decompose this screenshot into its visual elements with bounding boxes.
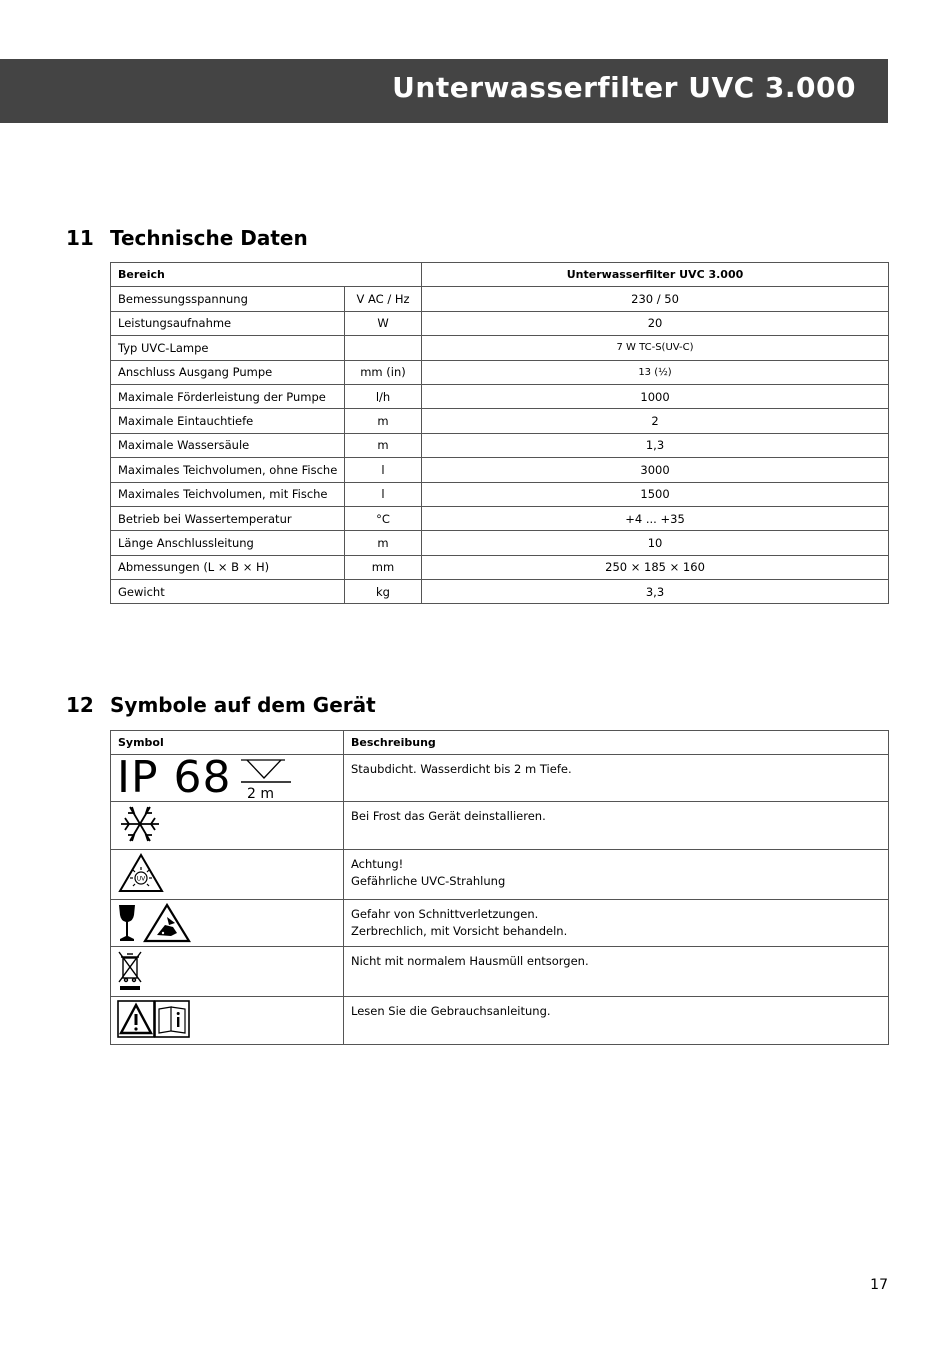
frost-snowflake-icon bbox=[117, 804, 163, 844]
row-unit: l bbox=[345, 458, 422, 482]
row-label: Bemessungsspannung bbox=[111, 287, 345, 311]
column-header-value: Unterwasserfilter UVC 3.000 bbox=[422, 263, 889, 287]
section-number: 11 bbox=[66, 226, 94, 250]
row-label: Maximale Förderleistung der Pumpe bbox=[111, 384, 345, 408]
table-header-row bbox=[111, 263, 889, 287]
column-header-symbol: Symbol bbox=[111, 731, 344, 755]
description-line: Zerbrechlich, mit Vorsicht behandeln. bbox=[351, 924, 568, 938]
weee-crossed-bin-icon bbox=[117, 949, 143, 991]
row-label: Abmessungen (L × B × H) bbox=[111, 555, 345, 579]
row-unit bbox=[345, 336, 422, 360]
row-unit: W bbox=[345, 311, 422, 335]
description-line: Lesen Sie die Gebrauchsanleitung. bbox=[351, 1003, 551, 1018]
symbol-cell bbox=[111, 900, 344, 947]
row-value: 3,3 bbox=[422, 580, 889, 604]
row-label: Maximales Teichvolumen, mit Fische bbox=[111, 482, 345, 506]
description-cell bbox=[344, 900, 889, 947]
row-unit: m bbox=[345, 531, 422, 555]
table-row bbox=[111, 287, 889, 311]
table-row bbox=[111, 555, 889, 579]
row-label: Maximale Wassersäule bbox=[111, 433, 345, 457]
row-value: 230 / 50 bbox=[422, 287, 889, 311]
row-unit: °C bbox=[345, 506, 422, 530]
row-value: 1000 bbox=[422, 384, 889, 408]
row-label: Betrieb bei Wassertemperatur bbox=[111, 506, 345, 530]
uv-warning-icon bbox=[117, 852, 165, 894]
row-value: 1,3 bbox=[422, 433, 889, 457]
description-cell bbox=[344, 996, 889, 1044]
column-header-description: Beschreibung bbox=[344, 731, 889, 755]
table-row bbox=[111, 996, 889, 1044]
row-value: 250 × 185 × 160 bbox=[422, 555, 889, 579]
section-heading-technical-data bbox=[66, 226, 308, 250]
row-label: Länge Anschlussleitung bbox=[111, 531, 345, 555]
depth-marker-icon bbox=[239, 756, 299, 800]
technical-data-table bbox=[110, 262, 889, 604]
symbol-cell bbox=[111, 755, 344, 802]
row-label: Leistungsaufnahme bbox=[111, 311, 345, 335]
depth-label: 2 m bbox=[247, 786, 275, 800]
row-value: 2 bbox=[422, 409, 889, 433]
row-value: 1500 bbox=[422, 482, 889, 506]
row-label: Typ UVC-Lampe bbox=[111, 336, 345, 360]
row-unit: mm bbox=[345, 555, 422, 579]
table-row bbox=[111, 433, 889, 457]
description-line: Nicht mit normalem Hausmüll entsorgen. bbox=[351, 953, 589, 968]
row-label: Gewicht bbox=[111, 580, 345, 604]
row-unit: l bbox=[345, 482, 422, 506]
row-value: 10 bbox=[422, 531, 889, 555]
table-row bbox=[111, 531, 889, 555]
table-row bbox=[111, 458, 889, 482]
header-bar bbox=[0, 59, 888, 123]
table-row bbox=[111, 482, 889, 506]
row-unit: V AC / Hz bbox=[345, 287, 422, 311]
row-value: 13 (½) bbox=[422, 360, 889, 384]
table-header-row bbox=[111, 731, 889, 755]
table-row bbox=[111, 360, 889, 384]
row-unit: mm (in) bbox=[345, 360, 422, 384]
table-row bbox=[111, 580, 889, 604]
row-label: Maximales Teichvolumen, ohne Fische bbox=[111, 458, 345, 482]
table-row bbox=[111, 336, 889, 360]
description-cell bbox=[344, 946, 889, 996]
symbol-cell bbox=[111, 996, 344, 1044]
cut-hazard-icon bbox=[143, 903, 191, 943]
row-value: 7 W TC-S(UV-C) bbox=[422, 336, 889, 360]
row-unit: l/h bbox=[345, 384, 422, 408]
table-row bbox=[111, 409, 889, 433]
ip-rating-text: IP 68 bbox=[117, 754, 232, 802]
description-cell bbox=[344, 802, 889, 850]
section-heading-symbols bbox=[66, 693, 376, 717]
description-line: Staubdicht. Wasserdicht bis 2 m Tiefe. bbox=[351, 762, 572, 776]
row-unit: kg bbox=[345, 580, 422, 604]
description-line: Achtung! bbox=[351, 857, 404, 871]
row-label: Anschluss Ausgang Pumpe bbox=[111, 360, 345, 384]
read-manual-icon bbox=[117, 999, 191, 1039]
table-row bbox=[111, 755, 889, 802]
description-line: Gefährliche UVC-Strahlung bbox=[351, 874, 506, 888]
section-number: 12 bbox=[66, 693, 94, 717]
table-row bbox=[111, 506, 889, 530]
section-title: Symbole auf dem Gerät bbox=[110, 693, 376, 717]
section-title: Technische Daten bbox=[110, 226, 308, 250]
row-value: +4 ... +35 bbox=[422, 506, 889, 530]
table-row bbox=[111, 900, 889, 947]
fragile-cut-warning-icon bbox=[117, 903, 337, 943]
symbol-cell bbox=[111, 802, 344, 850]
description-line: Gefahr von Schnittverletzungen. bbox=[351, 907, 539, 921]
description-line: Bei Frost das Gerät deinstallieren. bbox=[351, 809, 546, 823]
table-row bbox=[111, 311, 889, 335]
table-row bbox=[111, 946, 889, 996]
symbol-cell bbox=[111, 946, 344, 996]
row-unit: m bbox=[345, 433, 422, 457]
row-value: 20 bbox=[422, 311, 889, 335]
table-row bbox=[111, 850, 889, 900]
fragile-glass-icon bbox=[117, 903, 137, 943]
row-label: Maximale Eintauchtiefe bbox=[111, 409, 345, 433]
document-title: Unterwasserfilter UVC 3.000 bbox=[392, 71, 856, 104]
table-row bbox=[111, 802, 889, 850]
row-unit: m bbox=[345, 409, 422, 433]
symbol-table bbox=[110, 730, 889, 1045]
table-row bbox=[111, 384, 889, 408]
description-cell bbox=[344, 755, 889, 802]
description-cell bbox=[344, 850, 889, 900]
page-number: 17 bbox=[870, 1277, 888, 1293]
column-header-area: Bereich bbox=[111, 263, 422, 287]
uv-label: UV bbox=[136, 875, 146, 883]
ip68-depth-icon bbox=[117, 754, 337, 802]
symbol-cell bbox=[111, 850, 344, 900]
row-value: 3000 bbox=[422, 458, 889, 482]
